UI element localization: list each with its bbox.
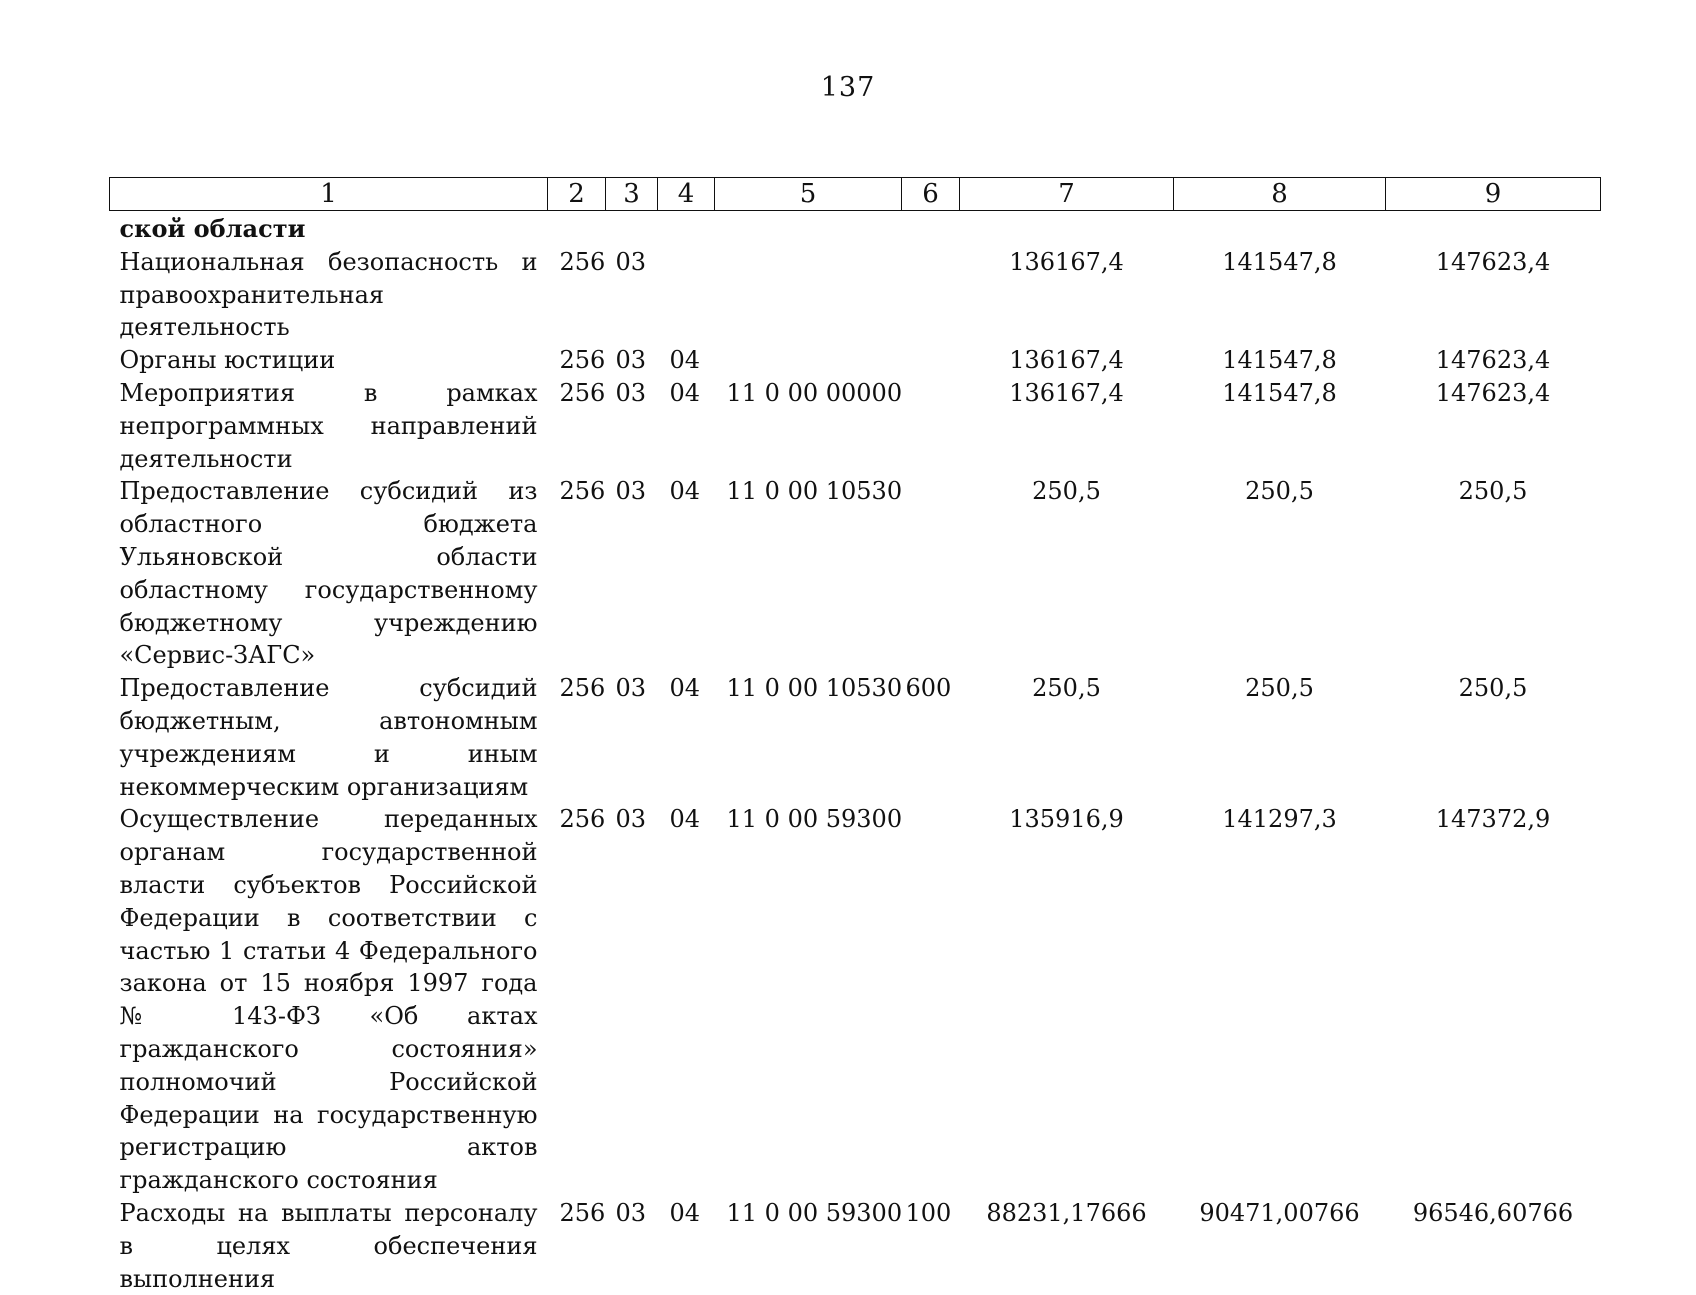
row-col-9: 250,5 [1386, 475, 1601, 672]
row-col-4: 04 [658, 475, 715, 672]
row-col-8 [1174, 211, 1386, 246]
row-col-2: 256 [548, 1197, 606, 1295]
row-name: Осуществление переданных органам государственной власти субъектов Российской Федерации в соответствии с частью 1 статьи 4 Федерального закона от 15 ноября 1997 года № 143-ФЗ «Об актах гражданского состояния» полномочий Российской Федерации на государственную регистрацию актов гражданского состояния [110, 803, 548, 1197]
row-col-4: 04 [658, 1197, 715, 1295]
row-name: Предоставление субсидий из областного бюджета Ульяновской области областному государственному бюджетному учреждению «Сервис-ЗАГС» [110, 475, 548, 672]
row-col-4: 04 [658, 344, 715, 377]
row-col-6 [902, 211, 960, 246]
row-col-9: 147372,9 [1386, 803, 1601, 1197]
row-col-8: 250,5 [1174, 475, 1386, 672]
table-row [110, 1197, 1601, 1295]
row-name: Органы юстиции [110, 344, 548, 377]
row-col-2: 256 [548, 803, 606, 1197]
budget-table [109, 177, 1601, 1295]
row-col-7: 135916,9 [960, 803, 1174, 1197]
header-col-6: 6 [902, 178, 960, 211]
row-name: ской области [110, 211, 548, 246]
row-col-8: 141547,8 [1174, 377, 1386, 475]
row-col-6 [902, 344, 960, 377]
row-col-6: 100 [902, 1197, 960, 1295]
row-col-9: 96546,60766 [1386, 1197, 1601, 1295]
row-col-3: 03 [606, 246, 658, 344]
row-col-7: 136167,4 [960, 377, 1174, 475]
row-col-7: 136167,4 [960, 344, 1174, 377]
header-col-8: 8 [1174, 178, 1386, 211]
row-col-5: 11 0 00 59300 [715, 803, 902, 1197]
row-col-8: 141547,8 [1174, 344, 1386, 377]
header-col-2: 2 [548, 178, 606, 211]
row-col-5: 11 0 00 10530 [715, 672, 902, 803]
row-col-7: 250,5 [960, 672, 1174, 803]
row-col-4: 04 [658, 672, 715, 803]
header-col-5: 5 [715, 178, 902, 211]
row-name: Расходы на выплаты персоналу в целях обеспечения выполнения [110, 1197, 548, 1295]
row-col-2: 256 [548, 672, 606, 803]
header-col-9: 9 [1386, 178, 1601, 211]
row-col-6 [902, 475, 960, 672]
row-col-4 [658, 211, 715, 246]
row-col-5 [715, 211, 902, 246]
row-col-7: 250,5 [960, 475, 1174, 672]
row-col-9 [1386, 211, 1601, 246]
row-col-2: 256 [548, 344, 606, 377]
row-col-8: 141297,3 [1174, 803, 1386, 1197]
table-row [110, 475, 1601, 672]
header-col-3: 3 [606, 178, 658, 211]
row-col-3: 03 [606, 377, 658, 475]
row-col-2: 256 [548, 475, 606, 672]
row-name: Предоставление субсидий бюджетным, автономным учреждениям и иным некоммерческим организациям [110, 672, 548, 803]
row-col-3: 03 [606, 803, 658, 1197]
row-col-5: 11 0 00 00000 [715, 377, 902, 475]
page-number: 137 [0, 72, 1696, 103]
row-col-6 [902, 246, 960, 344]
row-col-5: 11 0 00 10530 [715, 475, 902, 672]
header-row [110, 178, 1601, 211]
row-col-5: 11 0 00 59300 [715, 1197, 902, 1295]
table-row [110, 246, 1601, 344]
row-col-3: 03 [606, 1197, 658, 1295]
row-col-5 [715, 246, 902, 344]
row-col-3: 03 [606, 672, 658, 803]
row-col-4: 04 [658, 377, 715, 475]
table-row [110, 211, 1601, 246]
row-col-7: 136167,4 [960, 246, 1174, 344]
row-col-4: 04 [658, 803, 715, 1197]
row-col-4 [658, 246, 715, 344]
header-col-1: 1 [110, 178, 548, 211]
row-col-2 [548, 211, 606, 246]
row-col-5 [715, 344, 902, 377]
row-col-7 [960, 211, 1174, 246]
row-col-3: 03 [606, 344, 658, 377]
header-col-4: 4 [658, 178, 715, 211]
row-col-9: 147623,4 [1386, 377, 1601, 475]
table-body [110, 211, 1601, 1295]
row-col-8: 141547,8 [1174, 246, 1386, 344]
row-col-9: 147623,4 [1386, 344, 1601, 377]
row-col-7: 88231,17666 [960, 1197, 1174, 1295]
row-col-6 [902, 803, 960, 1197]
row-name: Мероприятия в рамках непрограммных направлений деятельности [110, 377, 548, 475]
row-col-3: 03 [606, 475, 658, 672]
row-col-8: 250,5 [1174, 672, 1386, 803]
row-col-9: 147623,4 [1386, 246, 1601, 344]
row-col-3 [606, 211, 658, 246]
table-row [110, 344, 1601, 377]
table-row [110, 672, 1601, 803]
row-col-6 [902, 377, 960, 475]
table-header [110, 178, 1601, 211]
row-name: Национальная безопасность и правоохранительная деятельность [110, 246, 548, 344]
row-col-6: 600 [902, 672, 960, 803]
row-col-2: 256 [548, 377, 606, 475]
table-row [110, 377, 1601, 475]
header-col-7: 7 [960, 178, 1174, 211]
row-col-8: 90471,00766 [1174, 1197, 1386, 1295]
row-col-2: 256 [548, 246, 606, 344]
table-row [110, 803, 1601, 1197]
row-col-9: 250,5 [1386, 672, 1601, 803]
